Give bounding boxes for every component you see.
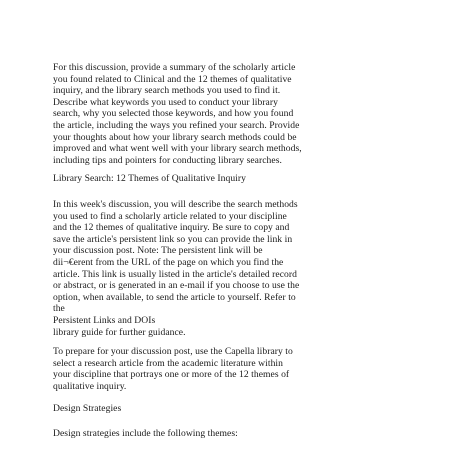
- heading-line: Library Search: 12 Themes of Qualitative Inquiry: [53, 173, 246, 184]
- text-line: your thoughts about how your library search methods could be: [53, 131, 297, 143]
- design-strategies-paragraph: [53, 428, 413, 440]
- text-line: the: [53, 303, 65, 315]
- text-line: save the article's persistent link so you can provide the link in: [53, 233, 293, 245]
- text-line: or abstract, or is generated in an e-mail if you choose to use the: [53, 280, 300, 292]
- text-line: Describe what keywords you used to conduct your library: [53, 96, 278, 108]
- text-line: you found related to Clinical and the 12 themes of qualitative: [53, 73, 292, 85]
- text-line: inquiry, and the library search methods you used to find it.: [53, 85, 281, 97]
- text-line: the article, including the ways you refined your search. Provide: [53, 119, 300, 131]
- text-line: including tips and pointers for conducting library searches.: [53, 154, 282, 166]
- text-line: library guide for further guidance.: [53, 326, 186, 338]
- text-line: qualitative inquiry.: [53, 380, 127, 392]
- text-line: select a research article from the academic literature within: [53, 357, 283, 369]
- text-line: dii¬€erent from the URL of the page on which you find the: [53, 256, 284, 268]
- text-line: To prepare for your discussion post, use the Capella library to: [53, 346, 293, 357]
- text-line: and the 12 themes of qualitative inquiry. Be sure to copy and: [53, 222, 290, 234]
- text-line: your discussion post. Note: The persistent link will be: [53, 245, 263, 257]
- text-line: improved and what went well with your library search methods,: [53, 143, 302, 155]
- heading-line: Design Strategies: [53, 403, 122, 414]
- text-line: your discipline that portrays one or more of the 12 themes of: [53, 369, 290, 381]
- text-line: Design strategies include the following themes:: [53, 428, 238, 439]
- text-line: For this discussion, provide a summary of the scholarly article: [53, 62, 296, 73]
- instructions-paragraph: [53, 199, 413, 338]
- text-line: article. This link is usually listed in the article's detailed record: [53, 268, 297, 280]
- section-heading-design-strategies: [53, 403, 413, 415]
- summary-paragraph: [53, 62, 413, 166]
- section-heading-library-search: [53, 173, 413, 185]
- persistent-links-reference: Persistent Links and DOIs: [53, 314, 156, 326]
- text-line: you used to find a scholarly article related to your discipline: [53, 210, 287, 222]
- preparation-paragraph: [53, 346, 413, 392]
- text-line: In this week's discussion, you will describe the search methods: [53, 199, 298, 210]
- text-line: search, why you selected those keywords, and how you found: [53, 108, 294, 120]
- text-line: option, when available, to send the article to yourself. Refer to: [53, 291, 296, 303]
